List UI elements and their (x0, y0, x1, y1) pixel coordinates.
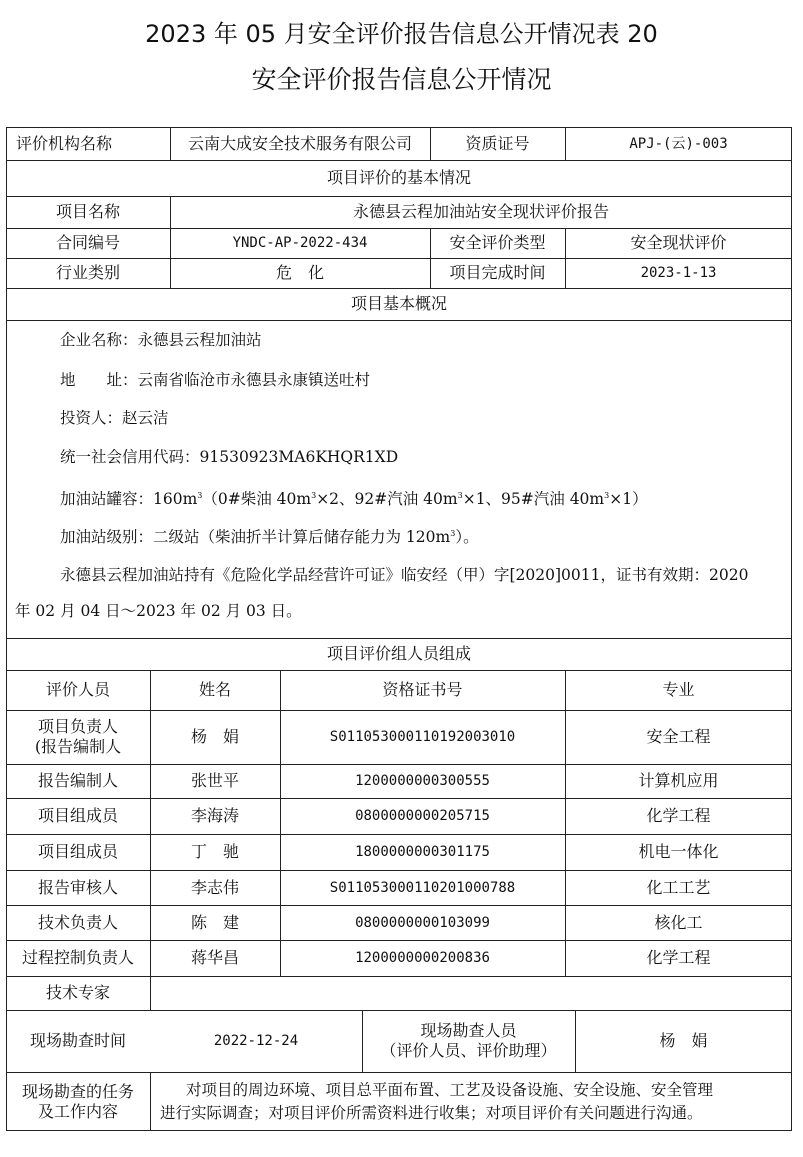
table-row-cert: 1800000000301175 (355, 844, 490, 860)
table-row-name: 蒋华昌 (190, 948, 239, 967)
eval-type-label: 安全评价类型 (449, 233, 546, 252)
table-row-cert: S011053000110192003010 (329, 729, 516, 745)
survey-task-line-2: 进行实际调查；对项目评价所需资料进行收集；对项目评价有关问题进行沟通。 (160, 1104, 703, 1122)
table-row-role: 过程控制负责人 (21, 948, 134, 967)
survey-task-line-1: 对项目的周边环境、项目总平面布置、工艺及设备设施、安全设施、安全管理 (186, 1081, 714, 1099)
table-row-major: 计算机应用 (638, 771, 719, 790)
table-row-name: 陈 建 (190, 912, 239, 932)
table-row-major: 机电一体化 (638, 842, 719, 861)
overview-section-header: 项目基本概况 (350, 294, 447, 313)
tank-capacity-line: 加油站罐容：$160m^3(0\#$柴油 $40m^3\times 2$、92#汽油 $40m^3\times 1$、95#汽油 $40m^3\times 1$） (60, 490, 648, 509)
station-grade-line: 加油站级别：二级站（柴油折半计算后储存能力为 $120m^3$）。 (60, 528, 479, 547)
cert-label: 资质证号 (465, 133, 530, 153)
table-row-cert: 0800000000205715 (355, 808, 490, 824)
license-line-2: 年 02 月 04 日～2023 年 02 月 03 日。 (15, 602, 302, 620)
eval-type-value: 安全现状评价 (630, 233, 727, 252)
table-row-name: 丁 驰 (190, 842, 239, 861)
table-row-role: 项目组成员 (37, 806, 118, 825)
table-row-role: 项目负责人 (报告编制人 (34, 717, 122, 756)
industry-label: 行业类别 (55, 263, 120, 282)
col-header-role: 评价人员 (45, 680, 110, 699)
table-row-name: 李志伟 (190, 877, 239, 897)
col-header-name: 姓名 (198, 680, 231, 699)
industry-value: 危 化 (275, 263, 324, 282)
table-row-cert: 1200000000200836 (355, 950, 490, 966)
survey-time-value: 2022-12-24 (213, 1033, 299, 1049)
basic-section-header: 项目评价的基本情况 (326, 168, 471, 187)
org-value: 云南大成安全技术服务有限公司 (187, 133, 412, 153)
cert-value: APJ-(云)-003 (629, 135, 728, 152)
project-name-value: 永德县云程加油站安全现状评价报告 (352, 202, 609, 221)
report-subtitle: 安全评价报告信息公开情况 (251, 65, 552, 94)
completion-value: 2023-1-13 (640, 265, 717, 281)
address-line: 地 址：云南省临沧市永德县永康镇送吐村 (60, 371, 371, 389)
table-row-major: 化学工程 (646, 806, 711, 825)
project-name-label: 项目名称 (55, 202, 120, 221)
survey-staff-label: 现场勘查人员 （评价人员、评价助理） (380, 1021, 557, 1060)
survey-staff-value: 杨 娟 (659, 1031, 708, 1050)
table-row-name: 李海涛 (190, 806, 239, 825)
expert-label: 技术专家 (45, 983, 110, 1002)
table-row-name: 杨 娟 (190, 727, 239, 746)
table-rule (150, 1072, 151, 1131)
table-row-major: 核化工 (654, 912, 703, 932)
license-line-1: 永德县云程加油站持有《危险化学品经营许可证》临安经（甲）字[2020]0011，证书有效期：2020 (60, 566, 749, 584)
table-rule (6, 320, 792, 321)
table-row-major: 安全工程 (646, 727, 711, 746)
investor-line: 投资人：赵云洁 (60, 409, 169, 427)
credit-code-line: 统一社会信用代码：91530923MA6KHQR1XD (60, 448, 399, 466)
table-row-cert: 1200000000300555 (355, 773, 490, 789)
team-section-header: 项目评价组人员组成 (326, 644, 471, 663)
survey-time-label: 现场勘查时间 (29, 1031, 126, 1050)
table-row-cert: 0800000000103099 (355, 914, 490, 931)
table-row-role: 报告编制人 (37, 771, 118, 790)
table-row-cert: S011053000110201000788 (329, 879, 516, 896)
col-header-major: 专业 (662, 680, 695, 699)
table-row-major: 化学工程 (646, 948, 711, 967)
table-row-role: 项目组成员 (37, 842, 118, 861)
org-label: 评价机构名称 (16, 133, 113, 153)
table-row-name: 张世平 (190, 771, 239, 790)
company-line: 企业名称：永德县云程加油站 (60, 331, 262, 349)
survey-task-label: 现场勘查的任务 及工作内容 (21, 1081, 134, 1121)
col-header-cert: 资格证书号 (382, 680, 463, 699)
table-row-role: 技术负责人 (37, 912, 118, 932)
contract-value: YNDC-AP-2022-434 (232, 235, 368, 251)
table-row-major: 化工工艺 (646, 877, 711, 897)
table-row-role: 报告审核人 (37, 877, 118, 897)
completion-label: 项目完成时间 (449, 263, 546, 282)
report-title: 2023 年 05 月安全评价报告信息公开情况表 20 (145, 20, 658, 48)
contract-label: 合同编号 (55, 233, 120, 252)
